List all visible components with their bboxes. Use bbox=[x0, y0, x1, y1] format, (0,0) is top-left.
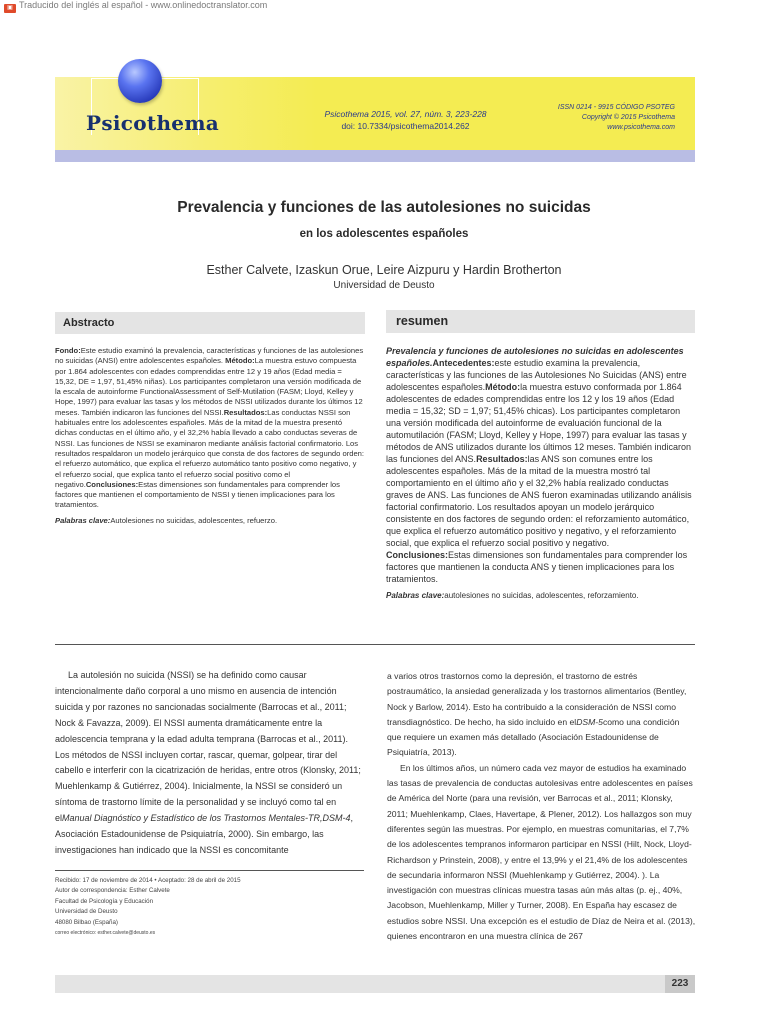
footnote-university: Universidad de Deusto bbox=[55, 908, 118, 916]
abstract-es-antecedentes-text: este estudio examina la prevalencia, características y las funciones de las Autolesiones No Suicidas (ANS) entre adolescentes españoles. bbox=[386, 358, 687, 392]
journal-issn: ISSN 0214 - 9915 CÓDIGO PSOTEG bbox=[557, 104, 675, 111]
abstract-en-resultados-text: Las conductas NSSI son habituales entre los adolescentes españoles. Más de la mitad de la muestra presentó dichas conductas en el último año, y el 32,2% había llevado a cabo conductas severas de NSSI. Las funciones de NSSI se examinaron mediante análisis factorial confirmatorio. Los resultados respaldaron un modelo jerárquico que consta de dos factores de segundo orden: el refuerzo automático, que explica el refuerzo automático tanto positivo como negativo, y el refuerzo social, que explica tanto el refuerzo social positivo como el negativo. bbox=[55, 407, 365, 489]
body-left-text-b: , Asociación Estadounidense de Psiquiatría, 2000). Sin embargo, las investigaciones han indicado que la NSSI es concomitante bbox=[55, 813, 353, 855]
journal-volume: Psicothema 2015, vol. 27, núm. 3, 223-228 bbox=[324, 109, 487, 119]
logo-sphere-icon bbox=[118, 59, 162, 103]
translator-banner[interactable] bbox=[4, 0, 267, 13]
section-divider bbox=[55, 644, 695, 645]
article-title: Prevalencia y funciones de las autolesiones no suicidas bbox=[177, 199, 591, 216]
journal-logo: Psicothema bbox=[86, 111, 220, 135]
abstract-es-metodo-text: la muestra estuvo conformada por 1.864 adolescentes de edades comprendidas entre los 12 y los 19 años (Edad media = 15,32; SD = 1,97; 51,45% chicas). Los participantes completaron una versión modificada del autoinforme de evaluación funcional de la automutilación (FASM; Lloyd, Kelley y Hope, 1997) para evaluar las tasas y métodos de ANS utilizados durante los últimos 12 meses. También indicaron las funciones del ANS. bbox=[386, 382, 691, 464]
abstract-en bbox=[55, 346, 364, 531]
abstract-es-resultados-label: Resultados: bbox=[476, 454, 528, 464]
abstract-en-fondo-label: Fondo: bbox=[55, 346, 81, 355]
abstract-en-keywords-label: Palabras clave: bbox=[55, 515, 111, 525]
abstract-en-resultados-label: Resultados: bbox=[223, 407, 268, 417]
body-right-text-a: a varios otros trastornos como la depresión, el trastorno de estrés postraumático, la ansiedad generalizada y los trastornos alimentarios (Bentley, Nock y Barlow, 2014). Esto ha contribuido a la consideración de NSSI como transdiagnóstico. De hecho, ha sido incluido en el bbox=[387, 671, 687, 727]
footnote-email: correo electrónico: esther.calvete@deusto.es bbox=[55, 930, 156, 937]
abstract-es-title: Prevalencia y funciones de autolesiones no suicidas en adolescentes españoles. bbox=[386, 346, 684, 368]
body-right-text-italic: DSM-5 bbox=[576, 716, 603, 727]
footnote-received: Recibido: 17 de noviembre de 2014 • Aceptado: 28 de abril de 2015 bbox=[55, 877, 241, 884]
body-paragraph bbox=[55, 668, 364, 859]
abstract-en-metodo-label: Método: bbox=[225, 356, 255, 366]
body-paragraph: En los últimos años, un número cada vez mayor de estudios ha examinado las tasas de prevalencia de conductas autolesivas entre adolescentes en países de América del Norte (para una revisión, ver Barrocas et al., 2011; Klonsky, 2011; Muehlenkamp, Claes, Havertape, & Plener, 2012). Los hallazgos son muy diferentes según las muestras. Por ejemplo, en muestras comunitarias, el 7,7% de los adolescentes tempranos informaron participar en NSSI (Hilt, Nock, Lloyd-Richardson y Prinstein, 2008), y entre el 13,9% y el 21,4% de los adolescentes de secundaria informaron NSSI (Muehlenkamp y Gutiérrez, 2004). ). La investigación con muestras clínicas muestra tasas aún más altas (p. ej., 40%, Jacobson, Muehlenkamp, Miller y Turner, 2008). En España hay escasez de estudios sobre NSSI. Una excepción es el estudio de Díaz de Neira et al. (2013), quienes encontraron en una muestra clínica de 267 bbox=[387, 762, 696, 942]
body-column-left bbox=[55, 668, 364, 859]
abstract-es bbox=[386, 345, 695, 607]
abstract-en-body bbox=[55, 346, 364, 511]
abstract-en-fondo-text: Este estudio examinó la prevalencia, características y funciones de las autolesiones no suicidas (ANSI) entre adolescentes españoles. bbox=[55, 346, 364, 366]
article-affiliation: Universidad de Deusto bbox=[333, 280, 435, 291]
abstract-es-antecedentes-label: Antecedentes: bbox=[432, 358, 495, 368]
abstract-es-keywords bbox=[386, 590, 695, 602]
journal-citation bbox=[318, 108, 493, 132]
translate-icon: ▣ bbox=[4, 4, 16, 13]
abstract-en-keywords bbox=[55, 516, 364, 526]
abstract-es-keywords-text: autolesiones no suicidas, adolescentes, reforzamiento. bbox=[444, 591, 639, 600]
footnote-corresponding: Autor de correspondencia: Esther Calvete bbox=[55, 887, 170, 895]
abstract-es-metodo-label: Método: bbox=[485, 382, 521, 392]
abstract-heading-es: resumen bbox=[386, 310, 695, 333]
translator-banner-text[interactable]: Traducido del inglés al español - www.onlinedoctranslator.com bbox=[19, 0, 268, 10]
journal-doi: doi: 10.7334/psicothema2014.262 bbox=[341, 121, 470, 131]
abstract-heading-en: Abstracto bbox=[55, 312, 365, 334]
footnote-city: 48080 Bilbao (España) bbox=[55, 918, 118, 926]
body-left-text-a: La autolesión no suicida (NSSI) se ha definido como causar intencionalmente daño corporal a uno mismo en ausencia de intención suicida y por razones no sancionadas socialmente (Barrocas et al., 2011; Nock & Favazza, 2009). El NSSI aumenta dramáticamente entre la adolescencia temprana y la edad adulta temprana (Barrocas et al., 2011). Los métodos de NSSI incluyen cortar, rascar, quemar, golpear, tirar del cabello e interferir con la cicatrización de heridas, entre otros (Klonsky, 2011; Muehlenkamp & Gutiérrez, 2004). Inicialmente, la NSSI se consideró un síntoma de trastorno límite de la personalidad y se incluyó como tal en el bbox=[55, 670, 361, 824]
article-subtitle: en los adolescentes españoles bbox=[299, 228, 469, 240]
body-left-text-italic: Manual Diagnóstico y Estadístico de los Trastornos Mentales-TR,DSM-4 bbox=[62, 813, 351, 824]
abstract-en-conclusiones-label: Conclusiones: bbox=[85, 479, 139, 489]
abstract-es-conclusiones-label: Conclusiones: bbox=[386, 550, 449, 560]
journal-website: www.psicothema.com bbox=[607, 124, 675, 131]
abstract-en-conclusiones-text: Estas dimensiones son fundamentales para comprender los factores que mantienen el comportamiento de NSSI y tienen implicaciones para los tratamientos. bbox=[55, 479, 340, 510]
body-paragraph bbox=[387, 669, 696, 761]
footnote-faculty: Facultad de Psicología y Educación bbox=[55, 897, 154, 905]
body-right-text-b: como una condición que requiere un examen más detallado (Asociación Estadounidense de Psiquiatría, 2013). bbox=[387, 716, 680, 758]
page-number: 223 bbox=[665, 975, 695, 993]
abstract-es-body bbox=[386, 345, 695, 585]
page-footer-bar bbox=[55, 975, 695, 993]
abstract-en-keywords-text: Autolesiones no suicidas, adolescentes, refuerzo. bbox=[110, 515, 278, 525]
journal-rights bbox=[520, 103, 675, 133]
abstract-es-keywords-label: Palabras clave: bbox=[386, 591, 445, 600]
journal-copyright: Copyright © 2015 Psicothema bbox=[581, 114, 675, 121]
body-column-right bbox=[387, 669, 696, 944]
abstract-en-metodo-text: La muestra estuvo compuesta por 1.864 adolescentes con edades comprendidas entre 12 y 19 años (Edad media = 15,32, DE = 1,97, 51,45% niñas). Los participantes completaron una versión modificada de la escala de autoinforme FunctionalAssessment of Self-Mutilation (FASM; Lloyd, Kelley y Hope, 1997) para evaluar las tasas y los métodos de NSSI utilizados durante los últimos 12 meses. También indicaron las funciones del NSSI. bbox=[55, 356, 363, 417]
abstract-es-conclusiones-text: Estas dimensiones son fundamentales para comprender los factores que mantienen la conducta ANS y tienen implicaciones para los tratamientos. bbox=[386, 550, 688, 584]
footnote-divider bbox=[55, 870, 364, 871]
article-authors: Esther Calvete, Izaskun Orue, Leire Aizpuru y Hardin Brotherton bbox=[206, 263, 562, 277]
footnote bbox=[55, 876, 364, 938]
header-blue-stripe bbox=[55, 150, 695, 162]
abstract-es-resultados-text: las ANS son comunes entre los adolescentes españoles. Más de la mitad de la muestra mostró tal comportamiento en el último año y el 32,2% había realizado conductas graves de ANS. Las funciones de ANS fueron examinadas utilizando análisis factorial confirmatorio. Los resultados apoyan un modelo jerárquico consistente en dos factores de segundo orden: el reforzamiento automático, que explica el refuerzo automático positivo y negativo, y el reforzamiento social, que explica el refuerzo social positivo y negativo. bbox=[386, 454, 692, 548]
